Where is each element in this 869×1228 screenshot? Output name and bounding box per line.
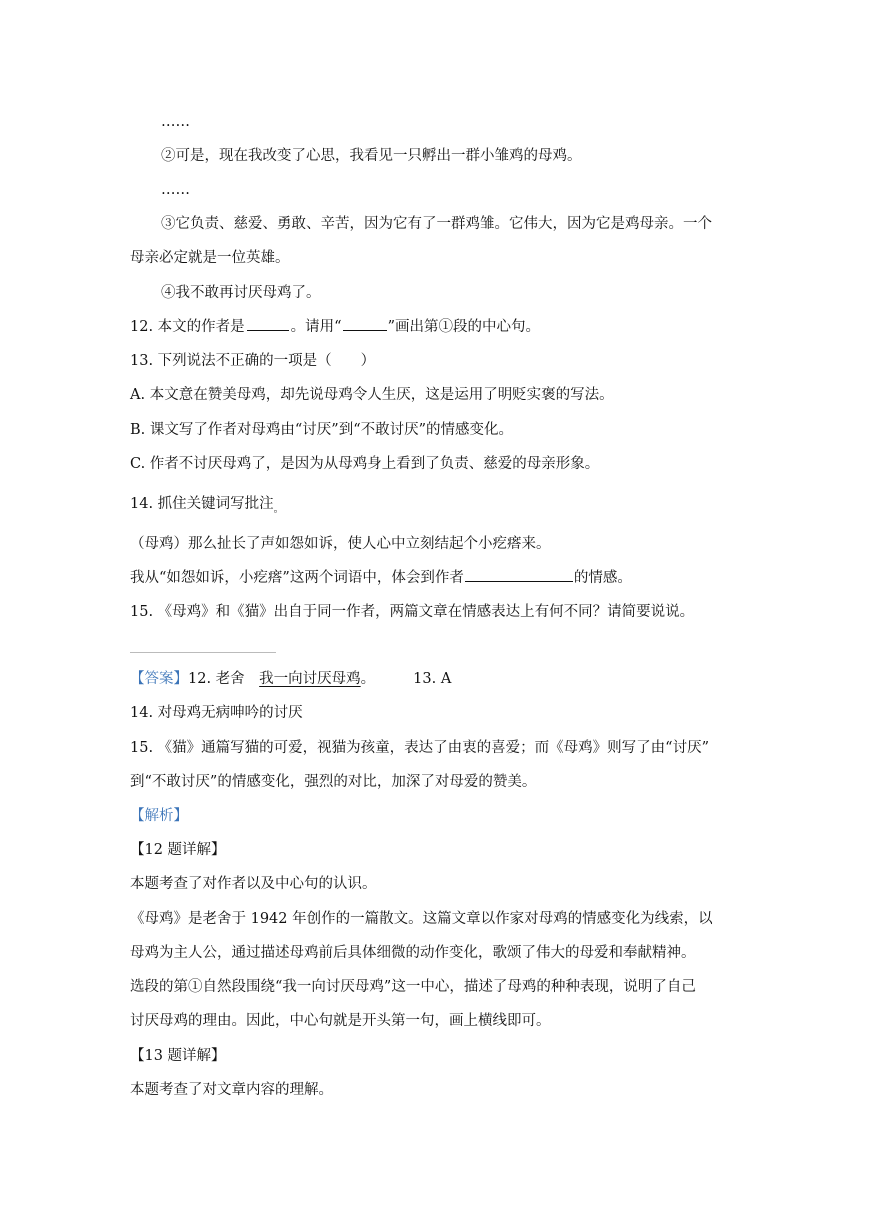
question-14-text: 14. 抓住关键词写批注 xyxy=(130,496,274,512)
analysis-12-paragraph-3-line-2: 讨厌母鸡的理由。因此，中心句就是开头第一句，画上横线即可。 xyxy=(130,1013,551,1029)
answer-15-line-1: 15. 《猫》通篇写猫的可爱，视猫为孩童，表达了由衷的喜爱；而《母鸡》则写了由“讨厌” xyxy=(130,740,709,756)
passage-paragraph-3-line-1: ③它负责、慈爱、勇敢、辛苦，因为它有了一群鸡雏。它伟大，因为它是鸡母亲。一个 xyxy=(161,216,712,232)
question-14-prompt-text: 我从“如怨如诉，小疙瘩”这两个词语中，体会到作者 xyxy=(130,570,464,586)
analysis-12-paragraph-2-line-1: 《母鸡》是老舍于 1942 年创作的一篇散文。这篇文章以作家对母鸡的情感变化为线索，以 xyxy=(130,911,713,927)
question-13: 13. 下列说法不正确的一项是（ ） xyxy=(130,353,376,369)
option-a: A. 本文意在赞美母鸡，却先说母鸡令人生厌，这是运用了明贬实褒的写法。 xyxy=(130,387,614,403)
analysis-12-paragraph-1: 本题考查了对作者以及中心句的认识。 xyxy=(130,876,377,892)
analysis-heading-13: 【13 题详解】 xyxy=(130,1048,226,1064)
question-14-quote: （母鸡）那么扯长了声如怨如诉，使人心中立刻结起个小疙瘩来。 xyxy=(130,536,551,552)
question-14-prompt xyxy=(130,568,632,588)
passage-paragraph-3-line-2: 母亲必定就是一位英雄。 xyxy=(130,250,290,266)
answer-12-suffix: 。 xyxy=(360,671,376,687)
question-12-text: ”画出第①段的中心句。 xyxy=(387,319,541,335)
question-12-text: 。请用“ xyxy=(290,319,342,335)
option-c: C. 作者不讨厌母鸡了，是因为从母鸡身上看到了负责、慈爱的母亲形象。 xyxy=(130,456,600,472)
divider xyxy=(130,652,276,653)
answer-14: 14. 对母鸡无病呻吟的讨厌 xyxy=(130,705,303,721)
answer-15-line-2: 到“不敢讨厌”的情感变化，强烈的对比，加深了对母爱的赞美。 xyxy=(130,774,537,790)
answer-12-sentence: 我一向讨厌母鸡 xyxy=(259,671,361,687)
question-14 xyxy=(130,494,284,520)
question-12-text: 12. 本文的作者是 xyxy=(130,319,245,335)
analysis-13-paragraph-1: 本题考查了对文章内容的理解。 xyxy=(130,1082,333,1098)
analysis-heading-12: 【12 题详解】 xyxy=(130,842,226,858)
feeling-blank[interactable] xyxy=(465,568,573,582)
analysis-12-paragraph-3-line-1: 选段的第①自然段围绕“我一向讨厌母鸡”这一中心，描述了母鸡的种种表现，说明了自己 xyxy=(130,979,696,995)
analysis-12-paragraph-2-line-2: 母鸡为主人公，通过描述母鸡前后具体细微的动作变化，歌颂了伟大的母爱和奉献精神。 xyxy=(130,945,696,961)
passage-paragraph-4: ④我不敢再讨厌母鸡了。 xyxy=(161,285,321,301)
question-14-dot: 。 xyxy=(273,504,284,515)
question-15: 15. 《母鸡》和《猫》出自于同一作者，两篇文章在情感表达上有何不同？请简要说说。 xyxy=(130,604,695,620)
answer-label: 【答案】 xyxy=(130,671,188,687)
author-blank[interactable] xyxy=(247,317,289,331)
underline-sample xyxy=(343,317,387,331)
passage-paragraph-2: ②可是，现在我改变了心思，我看见一只孵出一群小雏鸡的母鸡。 xyxy=(161,148,582,164)
analysis-label: 【解析】 xyxy=(130,808,188,824)
question-12 xyxy=(130,317,540,337)
option-b: B. 课文写了作者对母鸡由“讨厌”到“不敢讨厌”的情感变化。 xyxy=(130,422,514,438)
passage-ellipsis: …… xyxy=(161,182,190,198)
answer-line-1 xyxy=(130,669,451,689)
answer-13: 13. A xyxy=(413,671,452,687)
question-14-prompt-text: 的情感。 xyxy=(573,570,632,586)
answer-12: 12. 老舍 xyxy=(188,671,260,687)
passage-ellipsis: …… xyxy=(161,114,190,130)
